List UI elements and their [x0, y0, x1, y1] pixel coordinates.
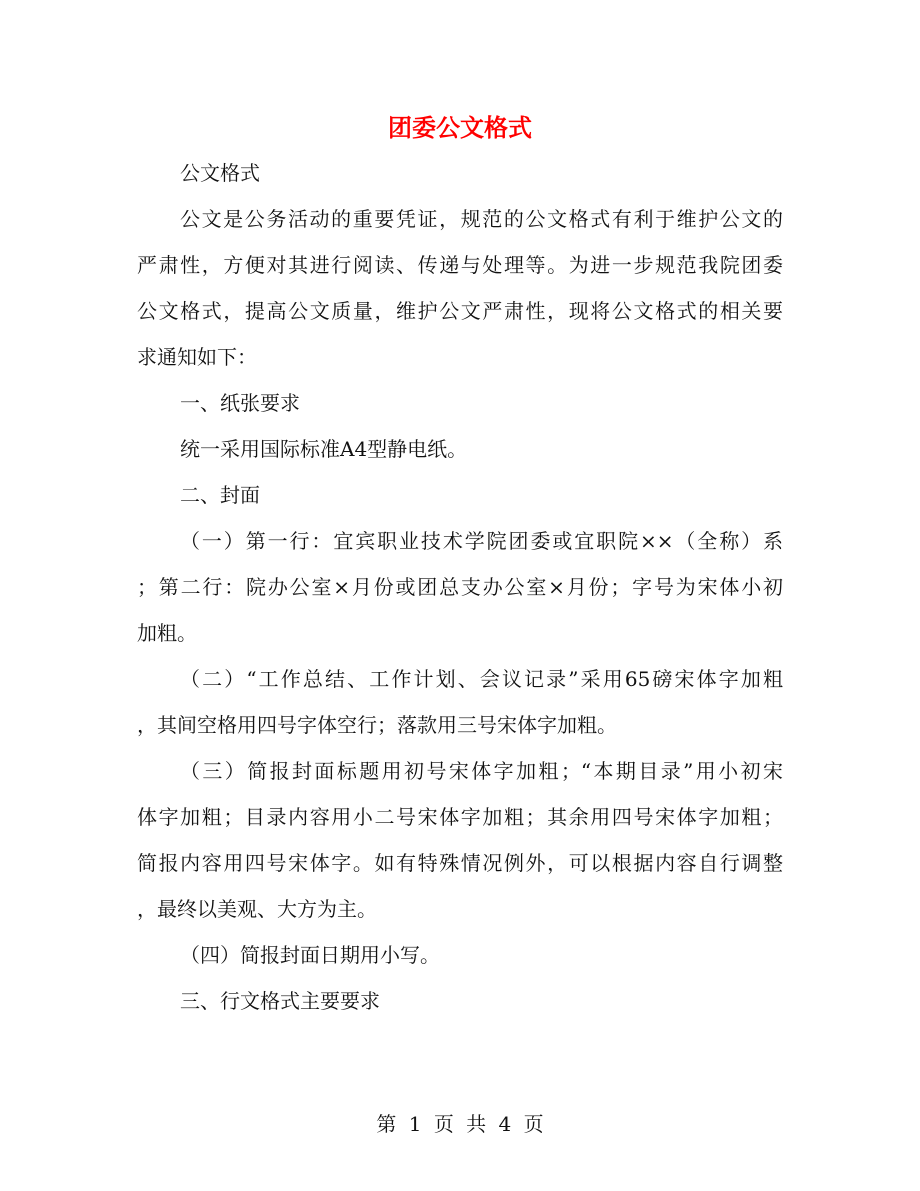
text-line: （四）简报封面日期用小写。 — [180, 943, 440, 967]
text-line: （一）第一行：宜宾职业技术学院团委或宜职院××（全称）系 — [180, 529, 783, 553]
text-line: 公文格式，提高公文质量，维护公文严肃性，现将公文格式的相关要 — [137, 299, 783, 323]
text-line: 公文格式 — [180, 161, 260, 185]
paragraph — [137, 202, 783, 386]
text-line: ，其间空格用四号字体空行；落款用三号宋体字加粗。 — [137, 713, 617, 737]
text-line: （二）“工作总结、工作计划、会议记录”采用65磅宋体字加粗 — [180, 667, 783, 691]
paragraph — [137, 478, 783, 524]
paragraph — [137, 938, 783, 984]
paragraph — [137, 754, 783, 938]
paragraph — [137, 156, 783, 202]
text-line: 简报内容用四号宋体字。如有特殊情况例外，可以根据内容自行调整 — [137, 851, 783, 875]
text-line: 体字加粗；目录内容用小二号宋体字加粗；其余用四号宋体字加粗； — [137, 805, 783, 829]
text-line: 求通知如下： — [137, 345, 257, 369]
text-line: 三、行文格式主要要求 — [180, 989, 380, 1013]
page-footer: 第 1 页 共 4 页 — [376, 1112, 544, 1136]
text-line: 加粗。 — [137, 621, 197, 645]
text-line: 公文是公务活动的重要凭证，规范的公文格式有利于维护公文的 — [180, 207, 783, 231]
text-line: ，最终以美观、大方为主。 — [137, 897, 377, 921]
text-line: 统一采用国际标准A4型静电纸。 — [180, 437, 468, 461]
text-line: 严肃性，方便对其进行阅读、传递与处理等。为进一步规范我院团委 — [137, 253, 783, 277]
paragraph — [137, 984, 783, 1030]
paragraph — [137, 524, 783, 662]
text-line: 一、纸张要求 — [180, 391, 300, 415]
document-body — [137, 156, 783, 1030]
paragraph — [137, 386, 783, 432]
text-line: ；第二行：院办公室×月份或团总支办公室×月份；字号为宋体小初 — [137, 575, 783, 599]
paragraph — [137, 662, 783, 754]
document-title: 团委公文格式 — [388, 114, 532, 142]
text-line: 二、封面 — [180, 483, 260, 507]
text-line: （三）简报封面标题用初号宋体字加粗；“本期目录”用小初宋 — [180, 759, 783, 783]
paragraph — [137, 432, 783, 478]
